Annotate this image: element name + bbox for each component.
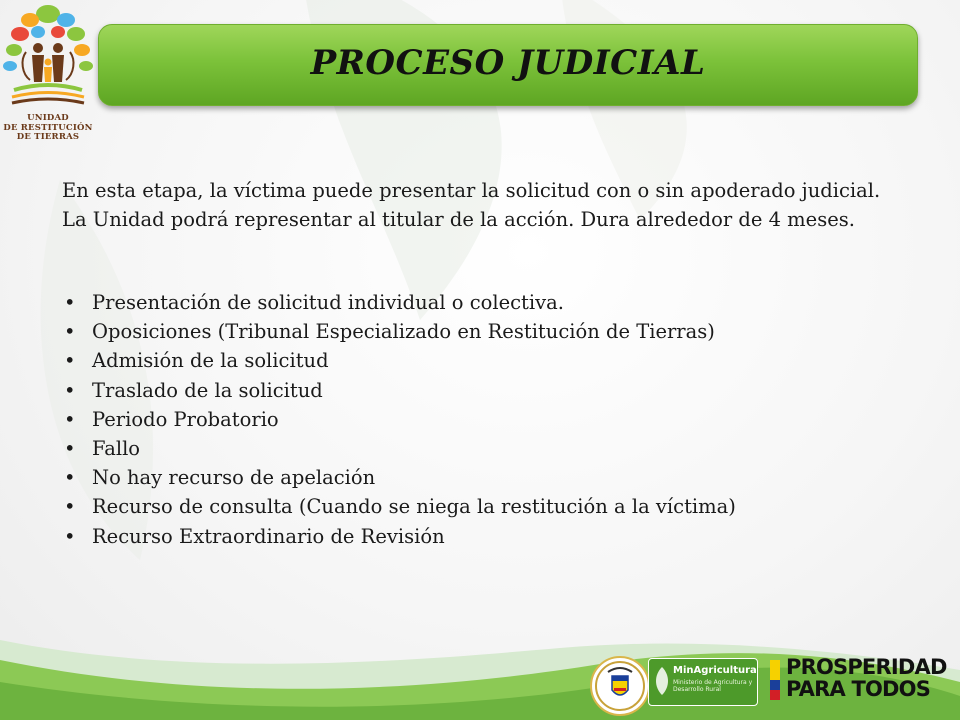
ministry-badge (648, 658, 758, 706)
logo-name (0, 114, 96, 143)
title-bar (98, 24, 918, 106)
list-item: • Admisión de la solicitud (62, 346, 922, 375)
ministry-name: MinAgricultura (673, 665, 757, 676)
list-item: • Presentación de solicitud individual o colectiva. (62, 288, 922, 317)
list-item: • Recurso de consulta (Cuando se niega la restitución a la víctima) (62, 492, 922, 521)
colombia-flag-icon (770, 660, 780, 700)
list-item: • Recurso Extraordinario de Revisión (62, 522, 922, 551)
logo-line-1: UNIDAD (27, 113, 69, 123)
page-title: PROCESO JUDICIAL (310, 43, 706, 83)
family-tree-logo-icon (0, 0, 96, 114)
list-item: • Oposiciones (Tribunal Especializado en Restitución de Tierras) (62, 317, 922, 346)
ministry-leaf-icon (652, 659, 672, 705)
unidad-restitucion-logo (0, 0, 96, 150)
logo-line-3: DE TIERRAS (16, 132, 80, 142)
list-item: • Fallo (62, 434, 922, 463)
list-item: • Traslado de la solicitud (62, 376, 922, 405)
list-item: • No hay recurso de apelación (62, 463, 922, 492)
logo-line-2: DE RESTITUCIÓN (3, 122, 93, 133)
coat-of-arms-icon (590, 656, 650, 716)
intro-paragraph: En esta etapa, la víctima puede presentar la solicitud con o sin apoderado judicial. La Unidad podrá representar al titular de la acción. Dura alrededor de 4 meses. (62, 179, 881, 231)
slogan-line-1: PROSPERIDAD (786, 655, 947, 679)
list-item: • Periodo Probatorio (62, 405, 922, 434)
slogan (786, 656, 946, 700)
ministry-subtitle: Ministerio de Agricultura y Desarrollo Rural (673, 679, 753, 693)
slogan-line-2: PARA TODOS (786, 677, 931, 701)
stage-list (62, 288, 922, 551)
